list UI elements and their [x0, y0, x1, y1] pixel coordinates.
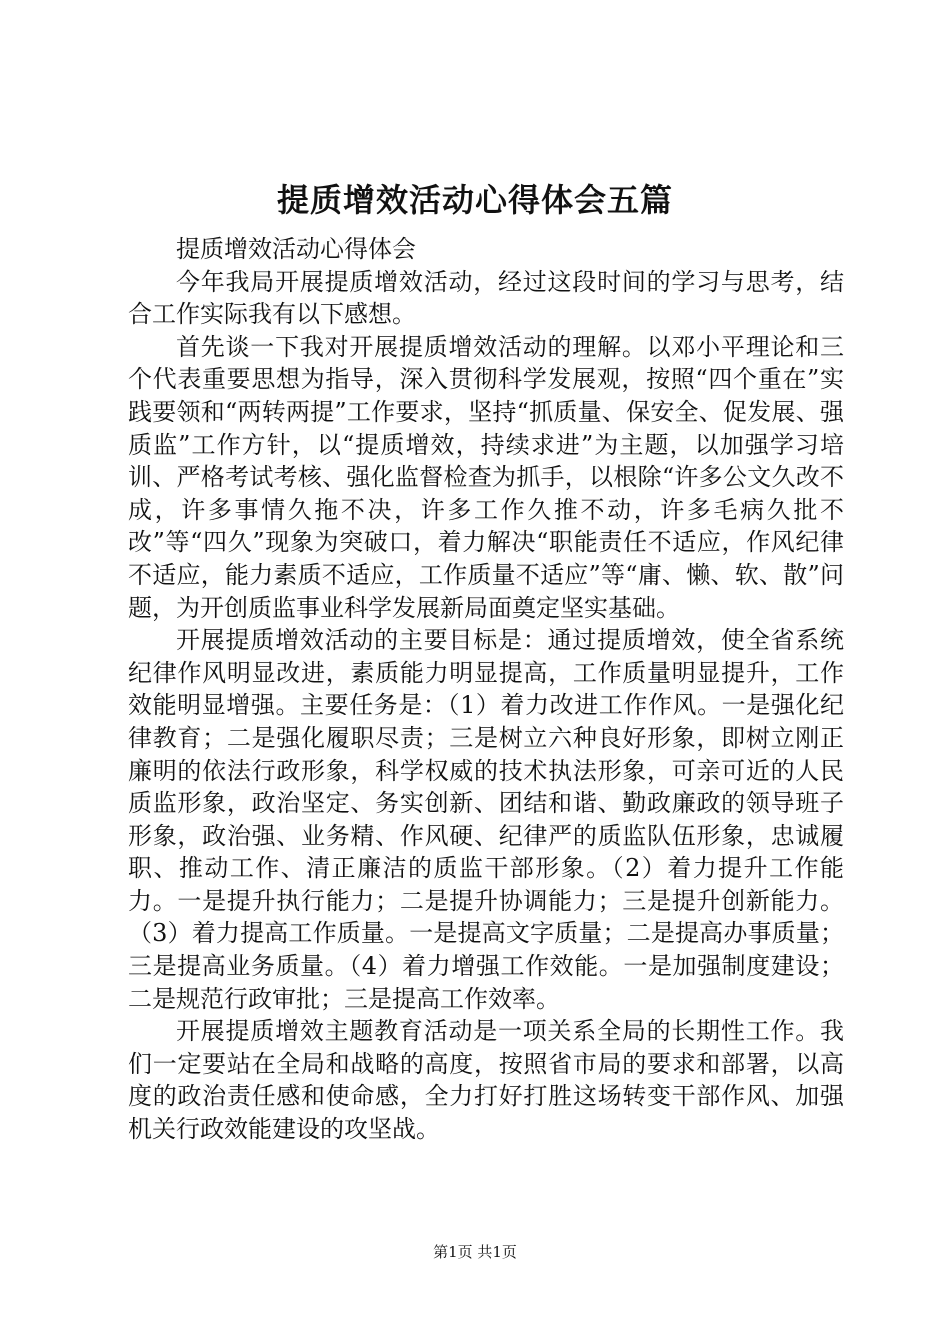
paragraph-conclusion: 开展提质增效主题教育活动是一项关系全局的长期性工作。我们一定要站在全局和战略的高度，按照省市局的要求和部署，以高度的政治责任感和使命感，全力打好打胜这场转变干部作风、加强机关行政效能建设的攻坚战。	[128, 1017, 844, 1144]
paragraph-goals: 开展提质增效活动的主要目标是：通过提质增效，使全省系统纪律作风明显改进，素质能力明显提高，工作质量明显提升，工作效能明显增强。主要任务是：（1）着力改进工作作风。一是强化纪律教育；二是强化履职尽责；三是树立六种良好形象，即树立刚正廉明的依法行政形象，科学权威的技术执法形象，可亲可近的人民质监形象，政治坚定、务实创新、团结和谐、勤政廉政的领导班子形象，政治强、业务精、作风硬、纪律严的质监队伍形象，忠诚履职、推动工作、清正廉洁的质监干部形象。（2）着力提升工作能力。一是提升执行能力；二是提升协调能力；三是提升创新能力。（3）着力提高工作质量。一是提高文字质量；二是提高办事质量；三是提高业务质量。（4）着力增强工作效能。一是加强制度建设；二是规范行政审批；三是提高工作效率。	[128, 626, 844, 1013]
paragraph-understanding: 首先谈一下我对开展提质增效活动的理解。以邓小平理论和三个代表重要思想为指导，深入贯彻科学发展观，按照“四个重在”实践要领和“两转两提”工作要求，坚持“抓质量、保安全、促发展、强质监”工作方针，以“提质增效，持续求进”为主题，以加强学习培训、严格考试考核、强化监督检查为抓手，以根除“许多公文久改不成，许多事情久拖不决，许多工作久推不动，许多毛病久批不改”等“四久”现象为突破口，着力解决“职能责任不适应，作风纪律不适应，能力素质不适应，工作质量不适应”等“庸、懒、软、散”问题，为开创质监事业科学发展新局面奠定坚实基础。	[128, 332, 844, 622]
document-body	[128, 233, 844, 1146]
document-title: 提质增效活动心得体会五篇	[276, 181, 673, 219]
paragraph-subtitle: 提质增效活动心得体会	[176, 235, 416, 263]
paragraph-intro: 今年我局开展提质增效活动，经过这段时间的学习与思考，结合工作实际我有以下感想。	[128, 267, 844, 329]
page-number-footer: 第1页 共1页	[433, 1243, 517, 1261]
